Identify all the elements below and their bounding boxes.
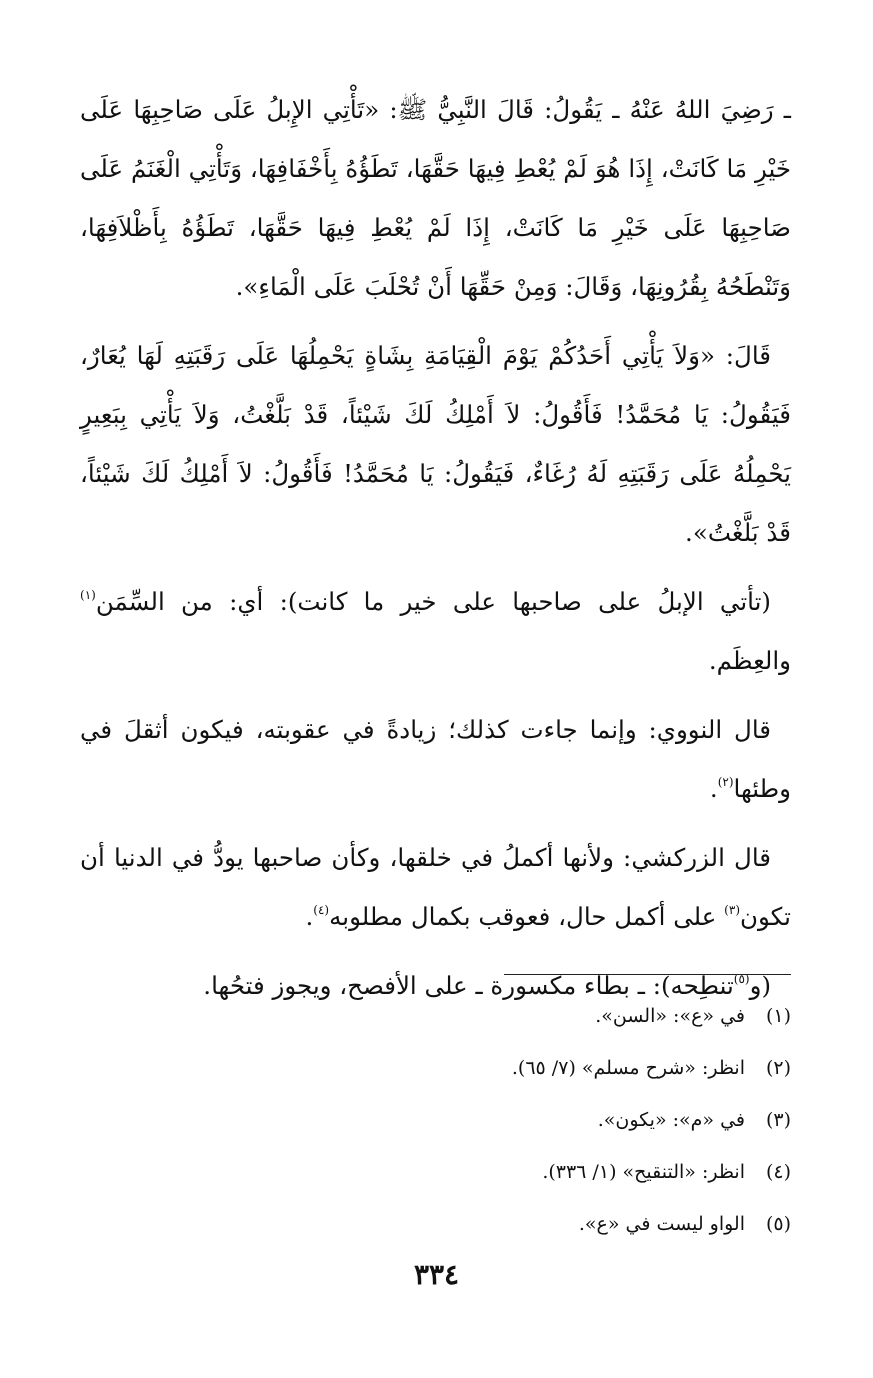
footnote-ref-5: (٥) <box>733 972 750 987</box>
footnote-number: (٣) <box>765 1109 791 1131</box>
paragraph-text: (و <box>749 971 771 1000</box>
paragraph-text: على أكمل حال، فعوقب بكمال مطلوبه <box>329 902 725 931</box>
footnote-text: في «ع»: «السن». <box>595 1005 745 1027</box>
footnote-ref-1: (١) <box>80 588 96 603</box>
hadith-paragraph-2 <box>80 326 791 562</box>
commentary-paragraph-2 <box>80 700 791 818</box>
footnote-text: انظر: «شرح مسلم» (٧/ ٦٥). <box>511 1057 745 1079</box>
paragraph-text: ـ رَضِيَ اللهُ عَنْهُ ـ يَقُولُ: قَالَ النَّبِيُّ ﷺ: «تَأْتِي الإِبلُ عَلَى صَاحِبِهَا عَلَى خَيْرِ مَا كَانَتْ، إِذَا هُوَ لَمْ يُعْطِ فِيهَا حَقَّهَا، تَطَؤُهُ بِأَخْفَافِهَا، وَتَأْتِي الْغَنَمُ عَلَى صَاحِبِهَا عَلَى خَيْرِ مَا كَانَتْ، إِذَا لَمْ يُعْطِ فِيهَا حَقَّهَا، تَطَؤُهُ بِأَظْلاَفِهَا، وَتَنْطَحُهُ بِقُرُونِهَا، وَقَالَ: وَمِنْ حَقِّهَا أَنْ تُحْلَبَ عَلَى الْمَاءِ». <box>80 95 791 301</box>
paragraph-text: قال الزركشي: ولأنها أكملُ في خلقها، وكأن صاحبها يودُّ في الدنيا أن تكون <box>80 843 791 931</box>
paragraph-text: (تأتي الإبلُ على صاحبها على خير ما كانت): أي: من السِّمَن <box>95 587 771 616</box>
footnote-number: (٤) <box>765 1161 791 1183</box>
footnote-ref-4: (٤) <box>313 903 330 918</box>
paragraph-text: . <box>305 902 314 931</box>
footnote-1 <box>231 990 791 1042</box>
footnote-3 <box>231 1094 791 1146</box>
paragraph-text: تنطِحه): ـ بطاء مكسورة ـ على الأفصح، ويجوز فتحُها. <box>203 971 734 1000</box>
footnote-number: (١) <box>765 1005 791 1027</box>
footnote-ref-3: (٣) <box>724 903 740 918</box>
paragraph-text: قال النووي: وإنما جاءت كذلك؛ زيادةً في عقوبته، فيكون أثقلَ في وطئها <box>80 715 791 803</box>
footnote-4 <box>231 1146 791 1198</box>
footnote-text: الواو ليست في «ع». <box>578 1213 745 1235</box>
paragraph-text: والعِظَم. <box>708 646 791 675</box>
footnote-text: في «م»: «يكون». <box>597 1109 745 1131</box>
paragraph-text: . <box>709 774 718 803</box>
commentary-paragraph-3 <box>80 828 791 946</box>
footnote-number: (٢) <box>765 1057 791 1079</box>
paragraph-text: قَالَ: «وَلاَ يَأْتِي أَحَدُكُمْ يَوْمَ الْقِيَامَةِ بِشَاةٍ يَحْمِلُهَا عَلَى رَقَبَتِهِ لَهَا يُعَارٌ، فَيَقُولُ: يَا مُحَمَّدُ! فَأَقُولُ: لاَ أَمْلِكُ لَكَ شَيْئاً، قَدْ بَلَّغْتُ، وَلاَ يَأْتِي بِبَعِيرٍ يَحْمِلُهُ عَلَى رَقَبَتِهِ لَهُ رُغَاءٌ، فَيَقُولُ: يَا مُحَمَّدُ! فَأَقُولُ: لاَ أَمْلِكُ لَكَ شَيْئاً، قَدْ بَلَّغْتُ». <box>80 341 791 547</box>
footnote-text: انظر: «التنقيح» (١/ ٣٣٦). <box>542 1161 745 1183</box>
footnotes <box>231 990 791 1250</box>
page-number: ٣٣٤ <box>413 1258 460 1291</box>
hadith-paragraph-1 <box>80 80 791 316</box>
main-text <box>80 80 791 1015</box>
footnote-separator <box>504 974 791 975</box>
footnote-number: (٥) <box>765 1213 791 1235</box>
footnote-5 <box>231 1198 791 1250</box>
footnote-2 <box>231 1042 791 1094</box>
commentary-paragraph-1 <box>80 572 791 690</box>
footnote-ref-2: (٢) <box>717 775 734 790</box>
